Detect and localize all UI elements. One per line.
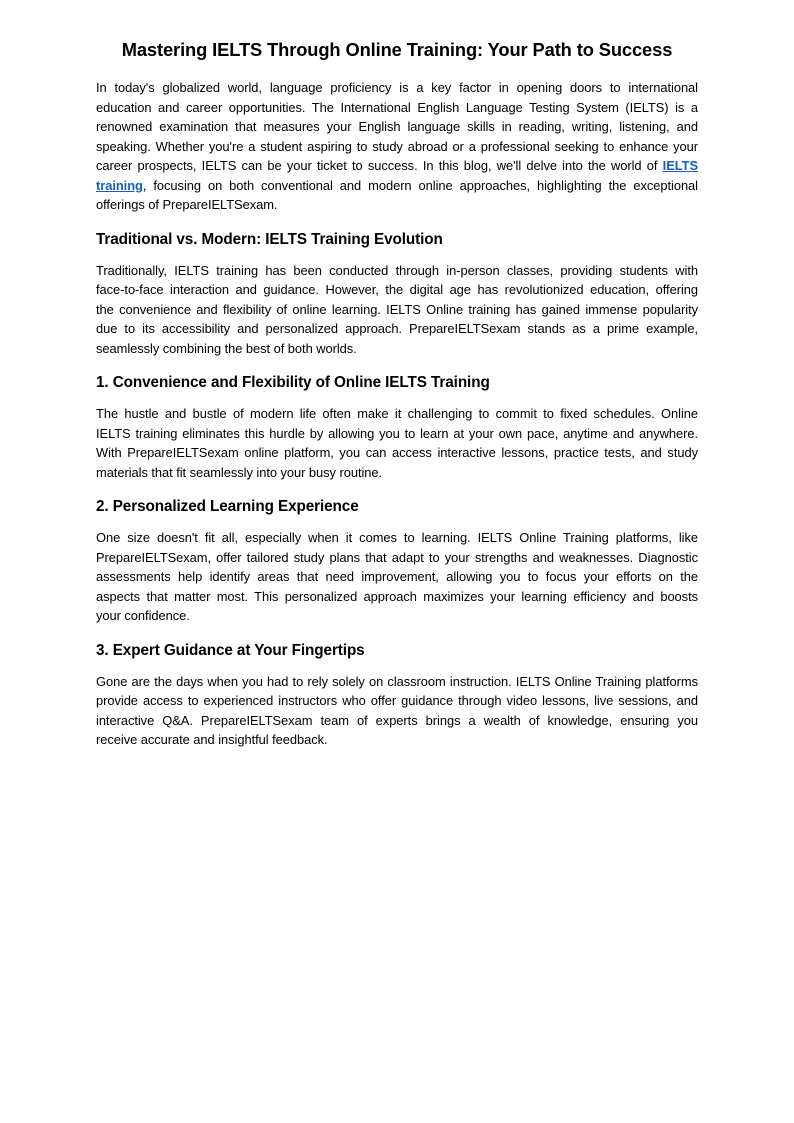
paragraph-line: One size doesn't fit all, especially when it comes to learning. IELTS Online Training platforms, like	[96, 530, 698, 545]
paragraph-line: Gone are the days when you had to rely solely on classroom instruction. IELTS Online Training platforms	[96, 673, 698, 689]
paragraph-line: In today's globalized world, language proficiency is a key factor in opening doors to international	[96, 80, 698, 95]
paragraph-line: education and career opportunities. The International English Language Testing System (IELTS) is a	[96, 99, 698, 115]
section-heading-training-evolution: Traditional vs. Modern: IELTS Training Evolution	[96, 230, 443, 248]
paragraph-line: aspects that matter most. This personalized approach maximizes your learning efficiency and boosts	[96, 588, 698, 604]
paragraph-line: interactive Q&A. PrepareIELTSexam team of experts brings a wealth of knowledge, ensuring you	[96, 712, 698, 728]
section-heading-convenience: 1. Convenience and Flexibility of Online IELTS Training	[96, 374, 490, 391]
paragraph-line: the convenience and flexibility of online learning. IELTS Online training has gained immense popularity	[96, 301, 698, 317]
paragraph-text: , focusing on both conventional and modern online approaches, highlighting the exceptional	[142, 177, 698, 193]
paragraph-line: renowned examination that measures your English language skills in reading, writing, listening, and	[96, 119, 698, 134]
document-title: Mastering IELTS Through Online Training: Your Path to Success	[121, 39, 673, 60]
paragraph-line: receive accurate and insightful feedback.	[96, 732, 328, 747]
paragraph-line: due to its accessibility and personalized approach. PrepareIELTSexam stands as a prime example,	[96, 321, 698, 336]
paragraph-line: offerings of PrepareIELTSexam.	[96, 197, 278, 212]
paragraph-line: IELTS training eliminates this hurdle by allowing you to learn at your own pace, anytime and anywhere.	[96, 425, 698, 441]
paragraph-line: provide access to experienced instructors who offer guidance through video lessons, live sessions, and	[96, 693, 698, 708]
document-page	[96, 36, 698, 750]
paragraph-text: career prospects, IELTS can be your ticket to success. In this blog, we'll delve into the world of	[96, 158, 663, 173]
section-paragraph-personalized-learning	[96, 528, 698, 626]
paragraph-line: your confidence.	[96, 608, 190, 623]
paragraph-line: assessments help identify areas that need improvement, allowing you to focus your efforts on the	[96, 569, 698, 584]
ielts-training-link-continued[interactable]: training	[96, 177, 143, 193]
ielts-training-link[interactable]: IELTS	[662, 158, 698, 173]
intro-paragraph	[96, 78, 698, 215]
paragraph-line: The hustle and bustle of modern life often make it challenging to commit to fixed schedules. Online	[96, 406, 698, 421]
paragraph-line: speaking. Whether you're a student aspiring to study abroad or a professional seeking to enhance your	[96, 138, 698, 154]
paragraph-line: seamlessly combining the best of both worlds.	[96, 340, 357, 356]
paragraph-line: PrepareIELTSexam, offer tailored study plans that adapt to your strengths and weaknesses. Diagnostic	[96, 549, 698, 565]
paragraph-line: Traditionally, IELTS training has been conducted through in-person classes, providing students with	[96, 262, 698, 278]
paragraph-line	[96, 176, 698, 196]
paragraph-line: face-to-face interaction and guidance. However, the digital age has revolutionized education, offering	[96, 282, 698, 297]
section-paragraph-expert-guidance	[96, 672, 698, 750]
paragraph-line	[96, 156, 698, 176]
section-heading-expert-guidance: 3. Expert Guidance at Your Fingertips	[96, 641, 365, 659]
paragraph-line: With PrepareIELTSexam online platform, you can access interactive lessons, practice tests, and study	[96, 445, 698, 460]
section-paragraph-convenience	[96, 404, 698, 482]
paragraph-line: materials that fit seamlessly into your busy routine.	[96, 464, 383, 480]
section-paragraph-training-evolution	[96, 261, 698, 359]
section-heading-personalized-learning: 2. Personalized Learning Experience	[96, 498, 359, 515]
